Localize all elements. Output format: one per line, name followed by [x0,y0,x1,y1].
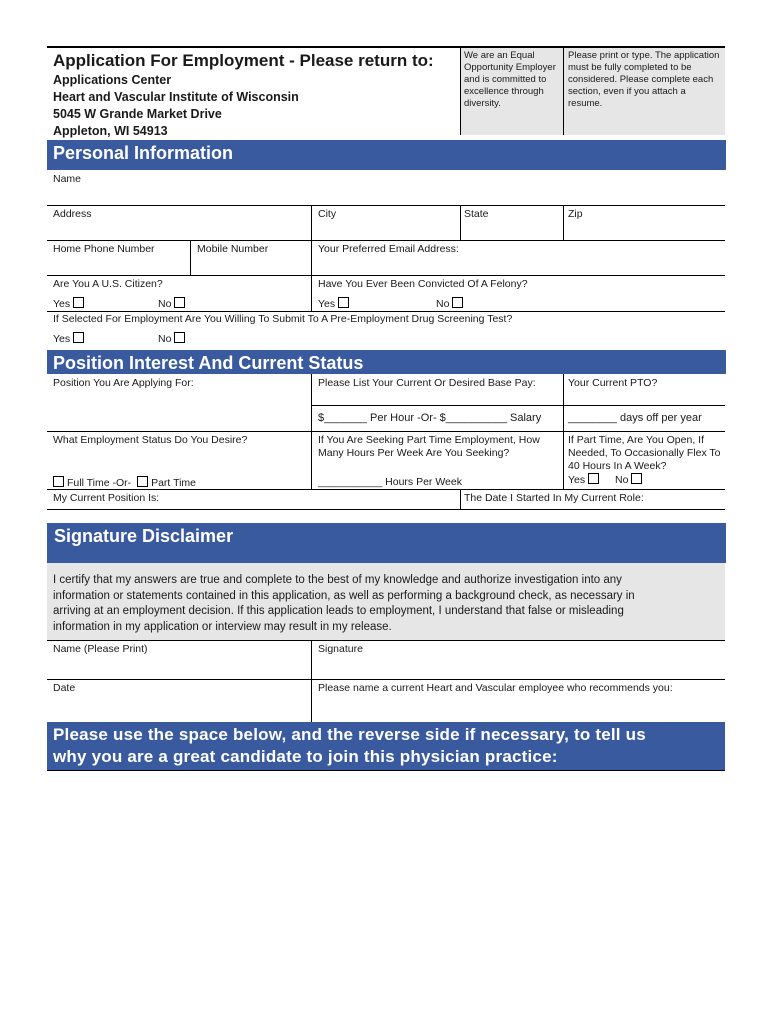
row-rule [47,489,725,490]
address-label: Address [53,208,92,220]
hours-fill-line[interactable]: ___________ Hours Per Week [318,476,462,488]
part-time-label: Part Time [151,477,197,489]
felony-no-option[interactable] [436,297,466,311]
pto-fill-line[interactable]: ________ days off per year [568,412,702,424]
address-line: Applications Center [53,73,172,87]
felony-no-checkbox[interactable] [452,297,463,308]
personal-information-heading: Personal Information [47,140,726,170]
mobile-number-label: Mobile Number [197,243,269,255]
print-note: Please print or type. The application must be fully completed to be considered. Please complete each section, even if you attach a resume. [568,50,720,109]
col-divider [190,240,191,275]
drug-screening-question: If Selected For Employment Are You Willing To Submit To A Pre-Employment Drug Screening Test? [53,313,513,325]
city-label: City [318,208,337,220]
col-divider [311,240,312,275]
home-phone-label: Home Phone Number [53,243,155,255]
date-label: Date [53,682,76,694]
pay-fill-line[interactable]: $_______ Per Hour -Or- $__________ Salary [318,412,542,424]
pto-label: Your Current PTO? [568,377,658,389]
base-pay-label: Please List Your Current Or Desired Base Pay: [318,377,536,389]
felony-yes-checkbox[interactable] [338,297,349,308]
no-label: No [615,474,629,486]
header-divider-2 [563,47,564,135]
col-divider [460,489,461,509]
closing-prompt-banner [47,722,725,771]
header-divider [460,47,461,135]
address-line: Appleton, WI 54913 [53,124,168,138]
flex-yes-option[interactable] [568,473,602,487]
disclaimer-text [53,573,635,635]
employment-status-label: What Employment Status Do You Desire? [53,434,248,446]
yes-label: Yes [53,298,71,310]
col-divider [563,205,564,240]
flex-yes-checkbox[interactable] [588,473,599,484]
citizen-yes-option[interactable] [53,297,87,311]
return-address [53,72,299,140]
row-rule [47,275,725,276]
citizen-question: Are You A U.S. Citizen? [53,278,163,290]
name-label: Name [53,173,82,185]
signature-disclaimer-heading: Signature Disclaimer [47,523,726,563]
no-label: No [158,298,172,310]
col-divider [311,431,312,489]
row-rule [47,509,725,510]
signature-label: Signature [318,643,363,655]
address-line: 5045 W Grande Market Drive [53,107,222,121]
yes-label: Yes [318,298,336,310]
drug-no-checkbox[interactable] [174,332,185,343]
row-rule [47,431,725,432]
current-position-label: My Current Position Is: [53,492,160,504]
row-rule [47,205,725,206]
recommend-label: Please name a current Heart and Vascular employee who recommends you: [318,682,673,694]
part-time-checkbox[interactable] [137,476,148,487]
drug-no-option[interactable] [158,332,188,346]
col-divider [311,275,312,312]
flex-no-option[interactable] [615,473,645,487]
position-applying-label: Position You Are Applying For: [53,377,194,389]
status-options [53,476,196,490]
yes-label: Yes [568,474,586,486]
closing-line: Please use the space below, and the reverse side if necessary, to tell us [53,725,646,744]
row-rule [47,311,725,312]
col-divider [311,205,312,240]
no-label: No [158,333,172,345]
start-date-label: The Date I Started In My Current Role: [464,492,644,504]
disclaimer-line: information or statements contained in this application, as well as performing a background check, as necessary in [53,589,635,602]
header-top-rule [47,46,725,48]
col-divider [460,205,461,240]
email-label: Your Preferred Email Address: [318,243,459,255]
row-rule [47,679,725,680]
full-time-checkbox[interactable] [53,476,64,487]
drug-yes-checkbox[interactable] [73,332,84,343]
row-rule [311,405,725,406]
citizen-no-checkbox[interactable] [174,297,185,308]
full-time-label: Full Time -Or- [67,477,132,489]
felony-question: Have You Ever Been Convicted Of A Felony? [318,278,528,290]
disclaimer-line: I certify that my answers are true and complete to the best of my knowledge and authorize investigation into any [53,574,622,586]
flex-hours-label: If Part Time, Are You Open, If Needed, To Occasionally Flex To 40 Hours In A Week? [568,434,721,472]
citizen-no-option[interactable] [158,297,188,311]
position-interest-heading: Position Interest And Current Status [47,350,726,374]
citizen-yes-checkbox[interactable] [73,297,84,308]
col-divider [311,640,312,722]
name-print-label: Name (Please Print) [53,643,148,655]
address-line: Heart and Vascular Institute of Wisconsin [53,90,299,104]
felony-yes-option[interactable] [318,297,352,311]
row-rule [47,640,725,641]
eeo-note: We are an Equal Opportunity Employer and is committed to excellence through diversity. [464,50,556,109]
no-label: No [436,298,450,310]
state-label: State [464,208,489,220]
col-divider [311,374,312,431]
yes-label: Yes [53,333,71,345]
part-time-hours-label: If You Are Seeking Part Time Employment, How Many Hours Per Week Are You Seeking? [318,434,540,459]
closing-line: why you are a great candidate to join this physician practice: [53,747,558,766]
disclaimer-line: information in my application or interview may result in my release. [53,620,392,633]
zip-label: Zip [568,208,583,220]
drug-yes-option[interactable] [53,332,87,346]
col-divider [563,374,564,431]
row-rule [47,240,725,241]
flex-no-checkbox[interactable] [631,473,642,484]
form-title: Application For Employment - Please return to: [53,51,434,70]
disclaimer-line: arriving at an employment decision. If this application leads to employment, I understand that false or misleading [53,605,624,617]
col-divider [563,431,564,489]
